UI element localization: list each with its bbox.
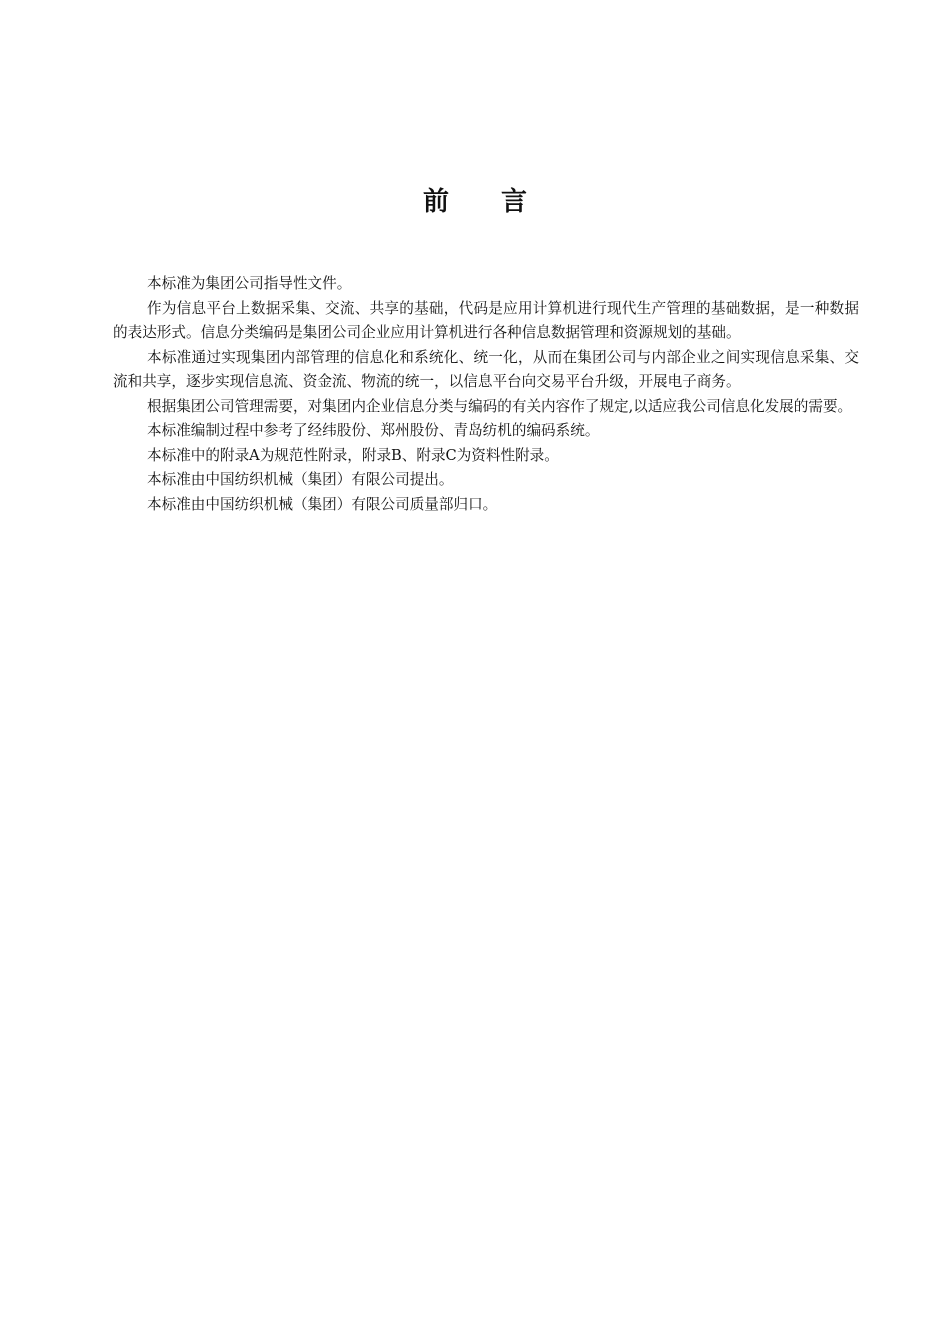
foreword-body: [113, 272, 859, 517]
page-title: 前言: [422, 187, 579, 217]
paragraph-2: 作为信息平台上数据采集、交流、共享的基础，代码是应用计算机进行现代生产管理的基础数据，是一种数据的表达形式。信息分类编码是集团公司企业应用计算机进行各种信息数据管理和资源规划的基础。: [113, 299, 859, 341]
paragraph-5: 本标准编制过程中参考了经纬股份、郑州股份、青岛纺机的编码系统。: [147, 422, 600, 439]
paragraph-6: 本标准中的附录A为规范性附录，附录B、附录C为资料性附录。: [147, 446, 559, 464]
paragraph-3: 本标准通过实现集团内部管理的信息化和系统化、统一化，从而在集团公司与内部企业之间实现信息采集、交流和共享，逐步实现信息流、资金流、物流的统一，以信息平台向交易平台升级，开展电子商务。: [113, 348, 859, 390]
paragraph-8: 本标准由中国纺织机械（集团）有限公司质量部归口。: [147, 495, 498, 513]
paragraph-7: 本标准由中国纺织机械（集团）有限公司提出。: [147, 471, 454, 488]
paragraph-4: 根据集团公司管理需要，对集团内企业信息分类与编码的有关内容作了规定,以适应我公司信息化发展的需要。: [147, 397, 853, 415]
paragraph-1: 本标准为集团公司指导性文件。: [147, 275, 352, 292]
